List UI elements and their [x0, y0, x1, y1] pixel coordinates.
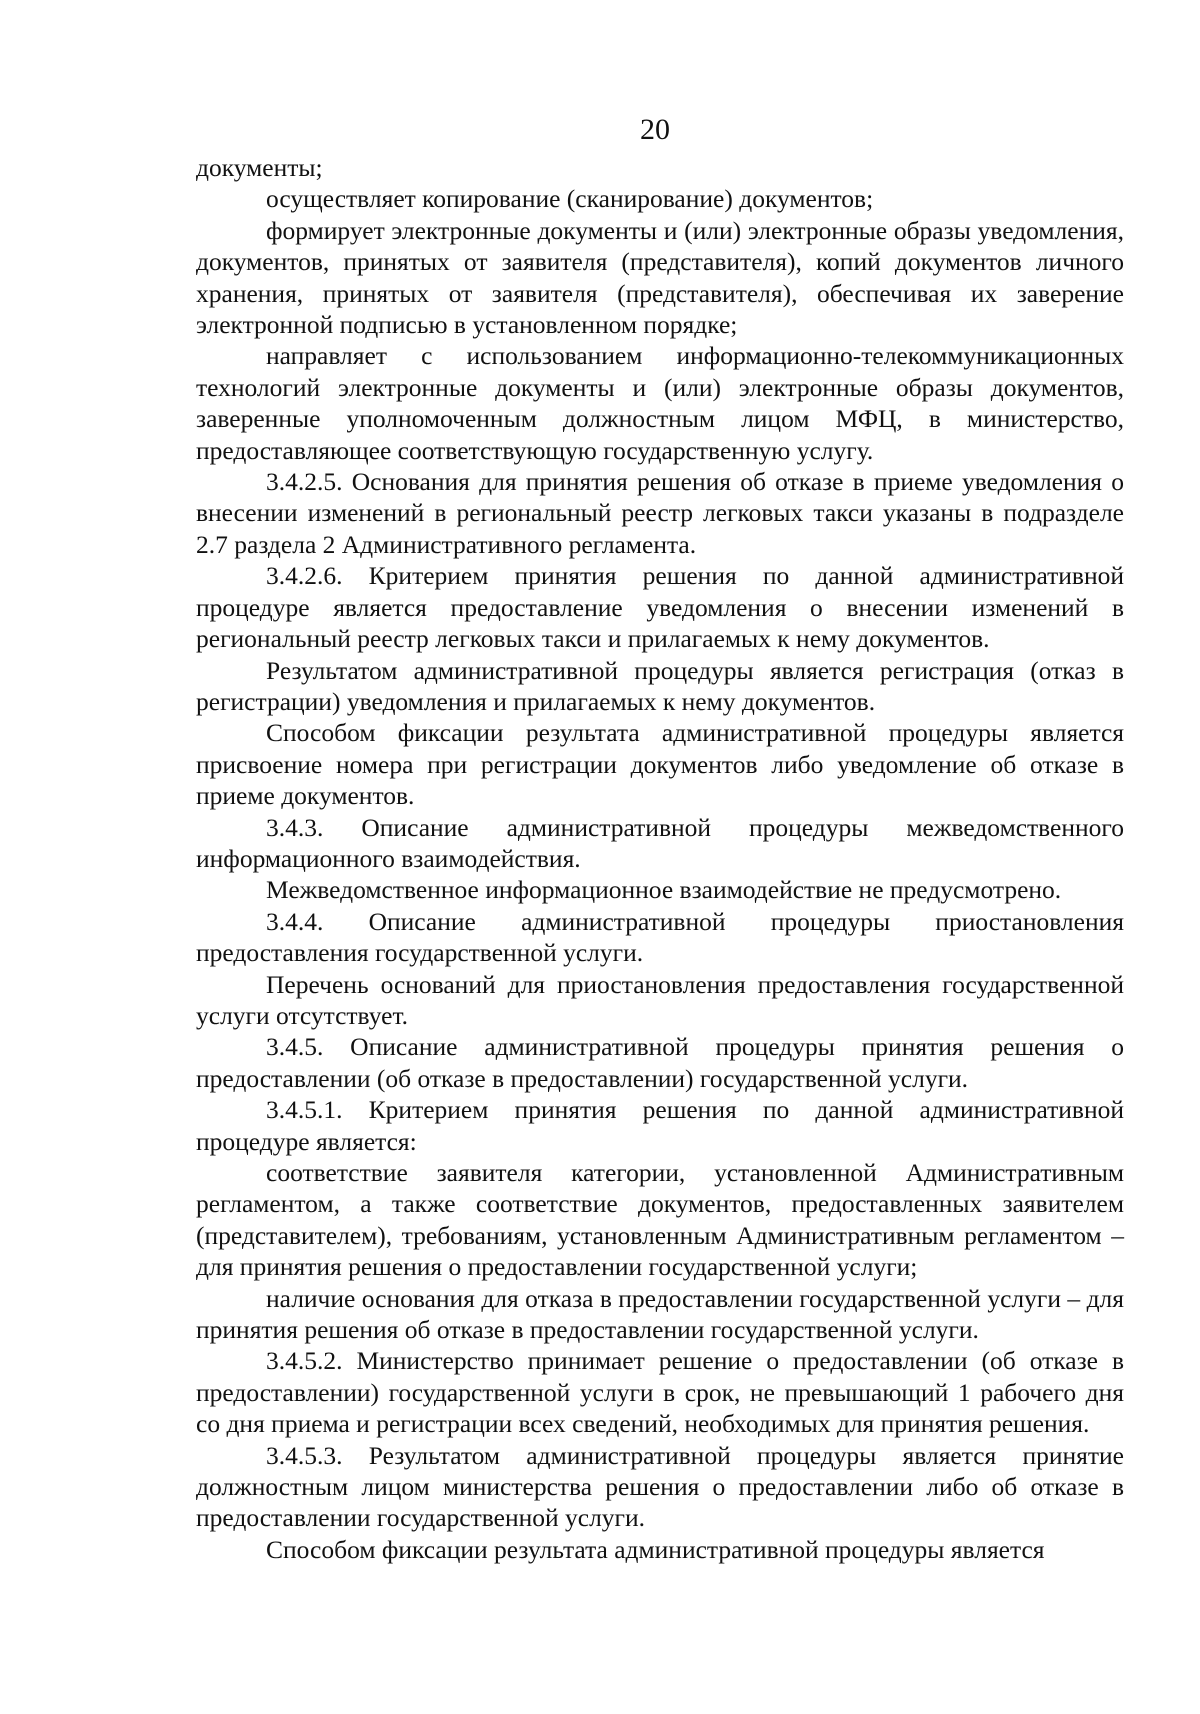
paragraph: Межведомственное информационное взаимодействие не предусмотрено.	[266, 875, 1062, 905]
paragraph: формирует электронные документы и (или) электронные образы уведомления, документов, принятых от заявителя (представителя), копий документов личного хранения, принятых от заявителя (представителя), обеспечивая их заверение электронной подписью в установленном порядке;	[196, 215, 1124, 340]
paragraph: направляет с использованием информационно-телекоммуникационных технологий электронные документы и (или) электронные образы документов, заверенные уполномоченным должностным лицом МФЦ, в министерство, предоставляющее соответствующую государственную услугу.	[196, 341, 1124, 465]
paragraph: документы;	[196, 153, 323, 182]
page-number: 20	[640, 113, 670, 146]
paragraph: осуществляет копирование (сканирование) документов;	[266, 184, 874, 214]
paragraph: 3.4.5.2. Министерство принимает решение о предоставлении (об отказе в предоставлении) государственной услуги в срок, не превышающий 1 рабочего дня со дня приема и регистрации всех сведений, необходимых для принятия решения.	[196, 1346, 1124, 1439]
paragraph: 3.4.5. Описание административной процедуры принятия решения о предоставлении (об отказе в предоставлении) государственной услуги.	[196, 1032, 1124, 1093]
paragraph: соответствие заявителя категории, установленной Административным регламентом, а также соответствие документов, предоставленных заявителем (представителем), требованиям, установленным Административным регламентом – для принятия решения о предоставлении государственной услуги;	[196, 1158, 1124, 1282]
paragraph: 3.4.2.6. Критерием принятия решения по данной административной процедуре является предоставление уведомления о внесении изменений в региональный реестр легковых такси и прилагаемых к нему документов.	[196, 561, 1124, 654]
paragraph: Способом фиксации результата административной процедуры является	[266, 1534, 1045, 1564]
paragraph: 3.4.2.5. Основания для принятия решения об отказе в приеме уведомления о внесении изменений в региональный реестр легковых такси указаны в подразделе 2.7 раздела 2 Административного регламента.	[196, 467, 1124, 559]
paragraph: Перечень оснований для приостановления предоставления государственной услуги отсутствует.	[196, 969, 1124, 1030]
paragraph: 3.4.3. Описание административной процедуры межведомственного информационного взаимодействия.	[196, 812, 1124, 873]
paragraph: 3.4.5.1. Критерием принятия решения по данной административной процедуре является:	[196, 1095, 1124, 1156]
document-body	[196, 152, 1124, 1565]
paragraph: наличие основания для отказа в предоставлении государственной услуги – для принятия решения об отказе в предоставлении государственной услуги.	[196, 1283, 1124, 1345]
paragraph: 3.4.4. Описание административной процедуры приостановления предоставления государственной услуги.	[196, 906, 1124, 968]
paragraph: Способом фиксации результата административной процедуры является присвоение номера при регистрации документов либо уведомление об отказе в приеме документов.	[196, 718, 1124, 811]
paragraph: Результатом административной процедуры является регистрация (отказ в регистрации) уведомления и прилагаемых к нему документов.	[196, 655, 1124, 716]
paragraph: 3.4.5.3. Результатом административной процедуры является принятие должностным лицом министерства решения о предоставлении либо об отказе в предоставлении государственной услуги.	[196, 1440, 1124, 1533]
